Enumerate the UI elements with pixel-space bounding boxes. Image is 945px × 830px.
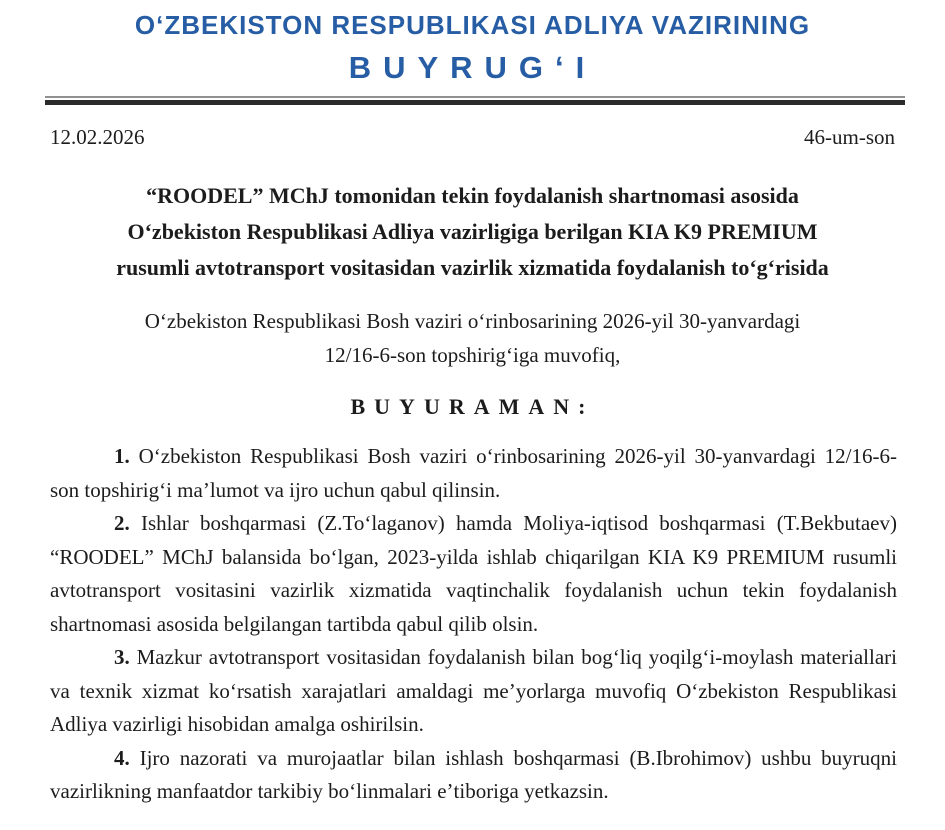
paragraph-text: Mazkur avtotransport vositasidan foydalanish bilan bogʻliq yoqilgʻi-moylash materiallari va texnik xizmat koʻrsatish xarajatlari amaldagi meʼyorlarga muvofiq Oʻzbekiston Respublikasi Adliya vazirligi hisobidan amalga oshirilsin. [50,645,897,736]
issuing-authority-title: OʻZBEKISTON RESPUBLIKASI ADLIYA VAZIRINING [134,10,811,40]
paragraph-number: 2. [114,511,130,535]
order-paragraph [50,507,897,641]
order-paragraph [50,742,897,809]
order-paragraph [50,641,897,742]
order-paragraph [50,440,897,507]
paragraph-number: 4. [114,745,130,770]
document-header [0,0,945,87]
document-title-line: Oʻzbekiston Respublikasi Adliya vazirligiga berilgan KIA K9 PREMIUM [127,219,818,244]
document-title-line: “ROODEL” MChJ tomonidan tekin foydalanish shartnomasi asosida [146,183,799,208]
document-preamble [0,304,945,372]
paragraph-text: Ishlar boshqarmasi (Z.Toʻlaganov) hamda Moliya-iqtisod boshqarmasi (T.Bekbutaev) “ROODEL” MChJ balansida boʻlgan, 2023-yilda ishlab chiqarilgan KIA K9 PREMIUM rusumli avtotransport vositasini vazirlik xizmatida vaqtinchalik foydalanish uchun tekin foydalanish shartnomasi asosida belgilangan tartibda qabul qilib olsin. [50,511,897,636]
paragraph-number: 3. [114,645,130,669]
paragraph-text: Oʻzbekiston Respublikasi Bosh vaziri oʻrinbosarining 2026-yil 30-yanvardagi 12/16-6-son topshirigʻi maʼlumot va ijro uchun qabul qilinsin. [50,444,897,502]
document-number: 46-um-son [804,125,895,149]
document-title [0,178,945,286]
document-date: 12.02.2026 [50,125,145,149]
header-divider-thick-line [45,100,905,105]
preamble-line: Oʻzbekiston Respublikasi Bosh vaziri oʻrinbosarining 2026-yil 30-yanvardagi [144,309,801,333]
document-meta-row [50,125,895,150]
paragraph-number: 1. [114,444,130,468]
header-divider-thin-line [45,96,905,98]
document-title-line: rusumli avtotransport vositasidan vazirlik xizmatida foydalanish toʻgʻrisida [116,255,829,280]
document-type-title: BUYRUGʻI [348,50,597,85]
document-body [50,440,897,809]
paragraph-text: Ijro nazorati va murojaatlar bilan ishlash boshqarmasi (B.Ibrohimov) ushbu buyruqni vazirlikning manfaatdor tarkibiy boʻlinmalari eʼtiboriga yetkazsin. [50,745,897,803]
preamble-line: 12/16-6-son topshirigʻiga muvofiq, [324,343,621,367]
decree-heading: BUYURAMAN: [350,394,595,419]
